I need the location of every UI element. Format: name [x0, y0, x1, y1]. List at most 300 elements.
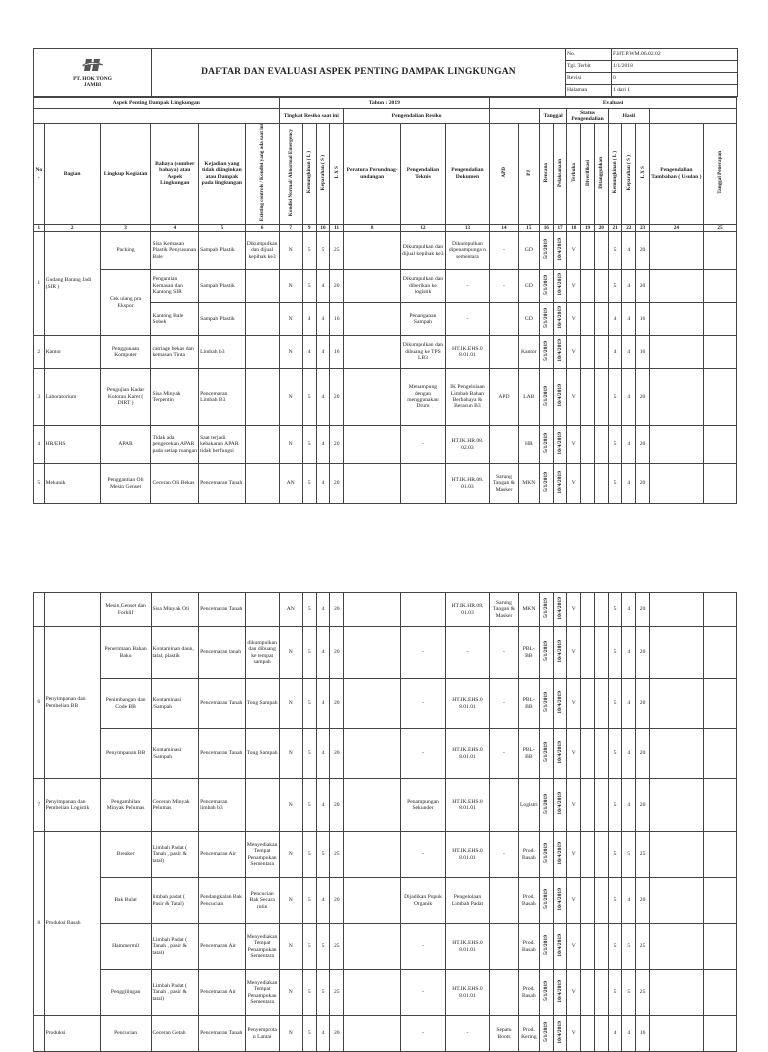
page-1: [33, 48, 737, 504]
cell-teknis: Menampung dengan menggunakan Drum: [401, 369, 445, 426]
cell-kejadian: Pencemaran Tanah: [199, 593, 246, 627]
cell-lxs2: 25: [636, 832, 650, 878]
cell-lxs: 25: [330, 832, 344, 878]
cell-peraturan: [344, 593, 401, 627]
cell-l2: 5: [608, 832, 622, 878]
cell-pj: Kantor: [518, 336, 539, 369]
company-logo-cell: [34, 49, 152, 97]
cell-bahaya: Tidak ada pengecekan APAR pada setiap ruangan: [151, 426, 199, 464]
cell-pelaksanaan: [553, 970, 567, 1016]
cell-d2: [594, 970, 608, 1016]
column-header-label: APD: [500, 167, 507, 178]
column-header-label: L X S: [639, 166, 646, 179]
table-body-page1: [34, 232, 737, 504]
cell-lxs: 20: [330, 369, 344, 426]
cell-t2: [703, 1016, 736, 1052]
column-number: 1: [34, 224, 45, 231]
cell-dokumen: Dikumpulkan dipenampunga n sementara: [445, 232, 490, 270]
column-header-label: Peratura Perundnag-undangan: [346, 167, 398, 180]
cell-terbuka: V: [567, 970, 581, 1016]
cell-kondisi: N: [279, 336, 302, 369]
cell-s2: 4: [622, 369, 636, 426]
cell-kejadian: Limbah b3: [199, 336, 246, 369]
cell-terbuka: V: [567, 270, 581, 303]
date-label: 5/1/2019: [543, 692, 550, 713]
column-header-label: Lingkup Kegiatan: [103, 170, 148, 177]
company-line1: PT. HOK TONG: [73, 75, 112, 82]
column-header-rencana: [539, 124, 553, 225]
cell-t1: [649, 369, 703, 426]
column-header-teknis: [401, 124, 445, 225]
date-label: 10/4/2019: [556, 273, 563, 297]
cell-rencana: [539, 270, 553, 303]
cell-pj: Prod. Basah: [518, 832, 539, 878]
cell-lxs: 20: [330, 679, 344, 729]
cell-t1: [649, 336, 703, 369]
cell-rencana: [539, 426, 553, 464]
cell-kondisi: N: [279, 270, 302, 303]
cell-d1: [581, 593, 595, 627]
column-header-ditangguhkan: [594, 124, 608, 225]
column-number: 21: [608, 224, 622, 231]
cell-s2: 4: [622, 779, 636, 832]
column-header-pelaksanaan: [553, 124, 567, 225]
cell-apd: [490, 303, 519, 336]
cell-pj: Prod. Basah: [518, 878, 539, 924]
date-label: 10/4/2019: [556, 339, 563, 363]
date-label: 10/4/2019: [556, 384, 563, 408]
cell-lingkup: Penggunaan Komputer: [100, 336, 151, 369]
column-number: 3: [100, 224, 151, 231]
cell-peraturan: [344, 303, 401, 336]
cell-t2: [703, 878, 736, 924]
cell-s: 4: [316, 270, 330, 303]
cell-l: 5: [302, 679, 316, 729]
document-title: DAFTAR DAN EVALUASI ASPEK PENTING DAMPAK LINGKUNGAN: [152, 49, 566, 97]
cell-terbuka: V: [567, 426, 581, 464]
table-row: [34, 779, 737, 832]
cell-apd: -: [490, 270, 519, 303]
company-logo-icon: [82, 57, 104, 73]
cell-kondisi: N: [279, 832, 302, 878]
table-row: [34, 729, 737, 779]
cell-d2: [594, 779, 608, 832]
table-row: [34, 464, 737, 504]
cell-s2: 4: [622, 336, 636, 369]
cell-peraturan: [344, 924, 401, 970]
column-header-label: Kemungkinan ( L ): [612, 151, 619, 194]
cell-teknis: [401, 593, 445, 627]
cell-l: 5: [302, 779, 316, 832]
column-header-label: Pengendalian Teknis: [406, 167, 440, 180]
cell-bagian: [44, 593, 100, 627]
date-label: 5/1/2019: [543, 340, 550, 361]
cell-rencana: [539, 679, 553, 729]
table-row: [34, 336, 737, 369]
cell-rencana: [539, 832, 553, 878]
table-row: [34, 832, 737, 878]
cell-d1: [581, 779, 595, 832]
cell-kondisi: AN: [279, 593, 302, 627]
cell-d2: [594, 878, 608, 924]
cell-t2: [703, 232, 736, 270]
column-number: 4: [151, 224, 199, 231]
cell-d1: [581, 232, 595, 270]
cell-lingkup: APAR: [100, 426, 151, 464]
cell-bahaya: Sisa Kemasan Plastik Penyusunan Bale: [151, 232, 199, 270]
cell-l2: 5: [608, 369, 622, 426]
cell-l: 5: [302, 1016, 316, 1052]
date-label: 5/1/2019: [543, 239, 550, 260]
cell-d1: [581, 627, 595, 679]
doc-info-label: Tgl. Terbit: [566, 61, 612, 73]
cell-existing: [245, 426, 279, 464]
doc-info-label: Halaman: [566, 85, 612, 97]
cell-l2: 5: [608, 232, 622, 270]
cell-t1: [649, 464, 703, 504]
cell-pj: MKN: [518, 593, 539, 627]
cell-dokumen: HT.IK.EHS.0 8.01.01: [445, 679, 489, 729]
date-label: 10/4/2019: [556, 1020, 563, 1044]
cell-l: 5: [302, 593, 316, 627]
cell-s2: 4: [622, 679, 636, 729]
column-number: 19: [581, 224, 595, 231]
cell-t1: [649, 627, 703, 679]
cell-peraturan: [344, 426, 401, 464]
cell-dokumen: -: [445, 303, 490, 336]
date-label: 10/4/2019: [556, 933, 563, 957]
cell-rencana: [539, 970, 553, 1016]
cell-lxs2: 20: [636, 779, 650, 832]
cell-t1: [649, 679, 703, 729]
cell-kejadian: Pencemaran Air: [199, 970, 246, 1016]
column-header-diverifikasi: [581, 124, 595, 225]
column-number: 5: [199, 224, 246, 231]
cell-terbuka: V: [567, 232, 581, 270]
cell-existing: [245, 369, 279, 426]
column-number: 15: [518, 224, 539, 231]
cell-s2: 4: [622, 878, 636, 924]
company-name: [35, 76, 150, 88]
doc-info-value: 1/1/2018: [612, 61, 738, 73]
cell-kejadian: Pencemaran limbah b3: [199, 779, 246, 832]
column-header-label: PJ: [525, 169, 532, 176]
cell-lingkup: Penimbangan dan Code BB: [100, 679, 151, 729]
column-header-label: Existing controls / Kondisi yang ada saat ini: [259, 124, 266, 222]
cell-teknis: -: [401, 679, 445, 729]
cell-apd: [490, 970, 519, 1016]
cell-peraturan: [344, 679, 401, 729]
cell-s2: 5: [622, 970, 636, 1016]
column-header-label: Ditangguhkan: [598, 156, 605, 189]
cell-d2: [594, 924, 608, 970]
cell-terbuka: V: [567, 1016, 581, 1052]
cell-apd: Sepatu Boots: [490, 1016, 519, 1052]
cell-lxs: 20: [330, 878, 344, 924]
cell-peraturan: [344, 336, 401, 369]
column-number-row: [34, 224, 737, 231]
cell-no: 7: [34, 779, 45, 832]
cell-apd: -: [490, 232, 519, 270]
date-label: 10/4/2019: [556, 792, 563, 816]
date-label: 10/4/2019: [556, 841, 563, 865]
cell-s: 4: [316, 878, 330, 924]
cell-pelaksanaan: [553, 729, 567, 779]
column-number: 22: [622, 224, 636, 231]
cell-pelaksanaan: [553, 1016, 567, 1052]
cell-s: 4: [316, 679, 330, 729]
cell-lxs: 25: [330, 970, 344, 1016]
cell-apd: -: [490, 832, 519, 878]
cell-pelaksanaan: [553, 464, 567, 504]
date-label: 5/1/2019: [543, 935, 550, 956]
cell-s2: 4: [622, 593, 636, 627]
cell-no: [34, 593, 45, 627]
cell-s: 4: [316, 464, 330, 504]
cell-terbuka: V: [567, 729, 581, 779]
cell-peraturan: [344, 1016, 401, 1052]
cell-bagian: Penyimpanan dan Pembelian Logistik: [44, 779, 100, 832]
table-row: [34, 627, 737, 679]
cell-t1: [649, 1016, 703, 1052]
column-header-kemungkinan: [302, 124, 316, 225]
column-header-kejadian: [199, 124, 246, 225]
cell-bahaya: Pengantian Kemasan dan Kantong SIR: [151, 270, 199, 303]
cell-existing: Penyemprotan Lantai: [245, 1016, 279, 1052]
date-label: 5/1/2019: [543, 793, 550, 814]
cell-s: 5: [316, 232, 330, 270]
cell-peraturan: [344, 232, 401, 270]
cell-terbuka: V: [567, 303, 581, 336]
cell-no: 1: [34, 232, 45, 336]
cell-l: 5: [302, 924, 316, 970]
cell-existing: [245, 593, 279, 627]
date-label: 10/4/2019: [556, 690, 563, 714]
cell-bahaya: Limbah Padat ( Tanah , pasir & tatal): [151, 970, 199, 1016]
column-number: 20: [594, 224, 608, 231]
cell-l2: 4: [608, 303, 622, 336]
date-label: 5/1/2019: [543, 385, 550, 406]
column-header-label: Kejadian yang tidak diinginkan atau Dampak pada lingkungan: [201, 160, 243, 187]
main-table-page1: [33, 97, 737, 504]
cell-t1: [649, 832, 703, 878]
cell-teknis: Dijadikan Pupuk Organik: [401, 878, 445, 924]
column-number: 14: [490, 224, 519, 231]
cell-peraturan: [344, 270, 401, 303]
cell-t1: [649, 779, 703, 832]
column-header-label: Keparahan ( S ): [625, 154, 632, 191]
date-label: 10/4/2019: [556, 306, 563, 330]
cell-l2: 5: [608, 970, 622, 1016]
cell-bagian: Gudang Barang Jadi (SIR ): [44, 232, 100, 336]
cell-teknis: Penanganan Sampah: [401, 303, 445, 336]
cell-dokumen: HT.IK.EHS.0 8.01.01: [445, 970, 489, 1016]
cell-d1: [581, 970, 595, 1016]
column-number: 9: [302, 224, 316, 231]
column-header-row: [34, 124, 737, 225]
cell-existing: dikumpulkan dan dibuang ke tempat sampah: [245, 627, 279, 679]
cell-d2: [594, 679, 608, 729]
cell-t1: [649, 878, 703, 924]
cell-pj: Prod. Kering: [518, 1016, 539, 1052]
cell-pj: Logistri: [518, 779, 539, 832]
cell-pj: HR: [518, 426, 539, 464]
cell-t2: [703, 627, 736, 679]
cell-kejadian: Pencemaran Air: [199, 832, 246, 878]
cell-s: 4: [316, 627, 330, 679]
cell-kondisi: N: [279, 679, 302, 729]
cell-lxs2: 20: [636, 729, 650, 779]
column-header-label: Pelaksanaan: [557, 158, 564, 187]
cell-terbuka: V: [567, 832, 581, 878]
cell-kejadian: Pencemaran Limbah B3: [199, 369, 246, 426]
cell-t1: [649, 232, 703, 270]
cell-lxs2: 20: [636, 593, 650, 627]
date-label: 10/4/2019: [556, 740, 563, 764]
cell-d2: [594, 729, 608, 779]
cell-d1: [581, 303, 595, 336]
cell-s: 4: [316, 369, 330, 426]
column-header-keparahan: [316, 124, 330, 225]
cell-l: 5: [302, 729, 316, 779]
cell-pelaksanaan: [553, 878, 567, 924]
cell-peraturan: [344, 464, 401, 504]
column-number: 10: [316, 224, 330, 231]
cell-dokumen: HT.IK.EHS.0 8.01.01: [445, 924, 489, 970]
cell-rencana: [539, 336, 553, 369]
cell-teknis: Penampungan Sekunder: [401, 779, 445, 832]
page-2: [33, 592, 737, 1052]
column-header-label: Bahaya (sumber bahaya) atau Aspek Lingkungan: [155, 160, 195, 187]
date-label: 5/1/2019: [543, 889, 550, 910]
cell-pelaksanaan: [553, 679, 567, 729]
date-label: 5/1/2019: [543, 981, 550, 1002]
cell-bahaya: Ceceran Getah: [151, 1016, 199, 1052]
cell-s: 4: [316, 593, 330, 627]
column-number: 12: [401, 224, 445, 231]
cell-pj: GD: [518, 303, 539, 336]
cell-dokumen: -: [445, 270, 490, 303]
cell-teknis: -: [401, 426, 445, 464]
cell-lingkup: Breaker: [100, 832, 151, 878]
cell-lxs2: 25: [636, 924, 650, 970]
cell-t1: [649, 593, 703, 627]
cell-t1: [649, 924, 703, 970]
cell-dokumen: IK Pengelolaan Limbah Bahan Berbahaya & Beracun B3: [445, 369, 490, 426]
cell-peraturan: [344, 369, 401, 426]
cell-existing: Pencucian Bak Secara rutin: [245, 878, 279, 924]
cell-dokumen: -: [445, 1016, 489, 1052]
cell-l2: 5: [608, 270, 622, 303]
cell-t1: [649, 970, 703, 1016]
column-header-label: Bagian: [63, 170, 81, 177]
cell-lingkup: Bak Bulat: [100, 878, 151, 924]
section-evaluasi: Evaluasi: [490, 98, 737, 109]
cell-kondisi: N: [279, 729, 302, 779]
column-header-label: Diverifikasi: [584, 159, 591, 186]
cell-bahaya: Kontaminasi /Sampah: [151, 729, 199, 779]
cell-s: 4: [316, 729, 330, 779]
cell-t1: [649, 303, 703, 336]
column-header-terbuka: [567, 124, 581, 225]
date-label: 5/1/2019: [543, 598, 550, 619]
cell-terbuka: V: [567, 924, 581, 970]
cell-d2: [594, 270, 608, 303]
cell-d1: [581, 1016, 595, 1052]
cell-s: 4: [316, 336, 330, 369]
date-label: 10/4/2019: [556, 979, 563, 1003]
cell-pj: PBL-BB: [518, 627, 539, 679]
cell-t2: [703, 464, 736, 504]
column-number: 23: [636, 224, 650, 231]
column-number: 18: [567, 224, 581, 231]
cell-pj: LAB: [518, 369, 539, 426]
cell-no: 5: [34, 464, 45, 504]
cell-s2: 5: [622, 924, 636, 970]
cell-kejadian: Saat terjadi kebakaran APAR tidak berfungsi: [199, 426, 246, 464]
section-aspek: Aspek Penting Dampak Lingkungan: [34, 98, 280, 109]
cell-lxs: 20: [330, 464, 344, 504]
cell-l2: 5: [608, 924, 622, 970]
cell-pj: GD: [518, 232, 539, 270]
cell-no: 8: [34, 832, 45, 1016]
cell-d2: [594, 336, 608, 369]
cell-kejadian: Pendangkalan Bak Pencucian: [199, 878, 246, 924]
cell-terbuka: V: [567, 464, 581, 504]
cell-pj: GD: [518, 270, 539, 303]
cell-pelaksanaan: [553, 336, 567, 369]
column-header-dokumen: [445, 124, 490, 225]
cell-l: 5: [302, 878, 316, 924]
cell-apd: Sarung Tangan & Masker: [490, 464, 519, 504]
cell-lxs2: 20: [636, 878, 650, 924]
cell-dokumen: HT.IK.EHS.0 8.01.01: [445, 779, 489, 832]
doc-info-value: F.HT.P.WM.06.02.02: [612, 49, 738, 61]
cell-d2: [594, 426, 608, 464]
date-label: 10/4/2019: [556, 887, 563, 911]
column-header-label: Pengendalian Tambahan ( Usulan ): [651, 167, 702, 180]
column-number: 16: [539, 224, 553, 231]
cell-teknis: -: [401, 924, 445, 970]
cell-lxs2: 20: [636, 464, 650, 504]
cell-peraturan: [344, 878, 401, 924]
cell-peraturan: [344, 832, 401, 878]
cell-pj: MKN: [518, 464, 539, 504]
cell-s: 4: [316, 779, 330, 832]
cell-lingkup: Cek ulang pra Ekspor: [100, 270, 151, 336]
cell-l: 4: [302, 303, 316, 336]
cell-pelaksanaan: [553, 593, 567, 627]
column-number: 7: [279, 224, 302, 231]
column-number: 11: [330, 224, 344, 231]
cell-s: 4: [316, 426, 330, 464]
table-row: [34, 270, 737, 303]
cell-s2: 4: [622, 426, 636, 464]
cell-lxs: 20: [330, 779, 344, 832]
column-header-label: L X S: [333, 166, 340, 179]
cell-kondisi: N: [279, 1016, 302, 1052]
date-label: 5/1/2019: [543, 274, 550, 295]
cell-existing: [245, 464, 279, 504]
cell-lingkup: Penggantian Oli Mesin Genset: [100, 464, 151, 504]
main-table-page2: [33, 592, 737, 1052]
cell-l: 5: [302, 970, 316, 1016]
cell-bagian: Kantor: [44, 336, 100, 369]
column-number: 24: [649, 224, 703, 231]
cell-lingkup: Pencucian: [100, 1016, 151, 1052]
column-header-existing: [245, 124, 279, 225]
column-header-label: No.: [35, 167, 43, 180]
